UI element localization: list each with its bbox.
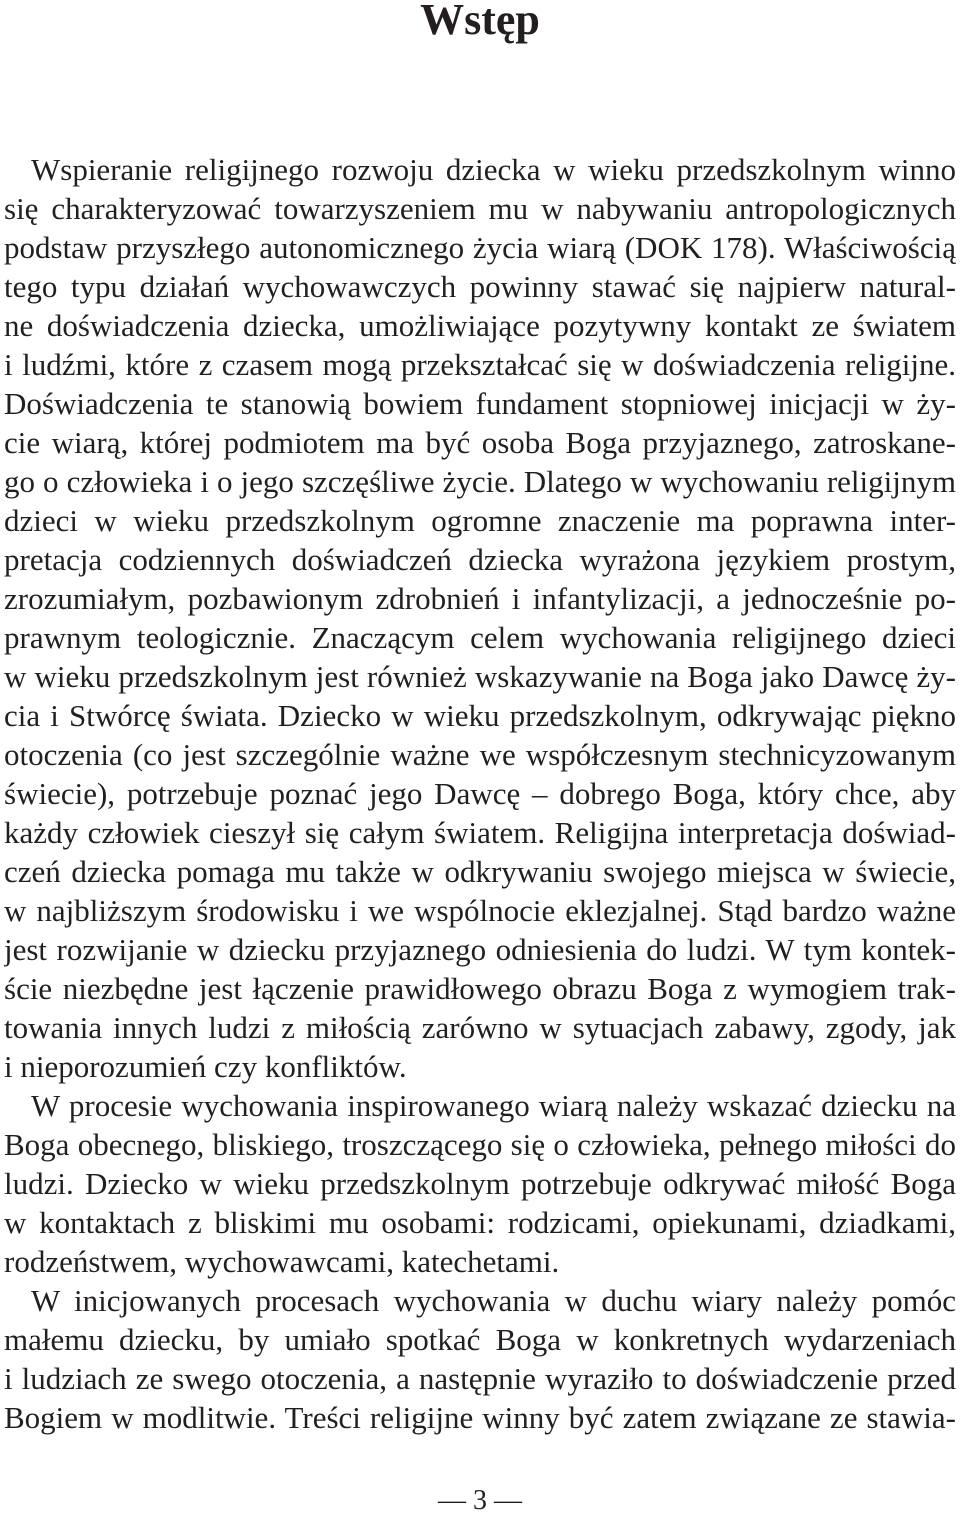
text-line: ście niezbędne jest łączenie prawidłowego obrazu Boga z wymogiem trak- — [4, 971, 956, 1006]
text-line: cia i Stwórcę świata. Dziecko w wieku przedszkolnym, odkrywając piękno — [4, 698, 956, 733]
body-text — [4, 150, 956, 1437]
text-line: Wspieranie religijnego rozwoju dziecka w wieku przedszkolnym winno — [31, 152, 956, 187]
text-line: w najbliższym środowisku i we wspólnocie eklezjalnej. Stąd bardzo ważne — [4, 893, 956, 928]
text-line: Doświadczenia te stanowią bowiem fundament stopniowej inicjacji w ży- — [4, 386, 956, 421]
text-line: małemu dziecku, by umiało spotkać Boga w konkretnych wydarzeniach — [4, 1322, 956, 1357]
text-line: w wieku przedszkolnym jest również wskazywanie na Boga jako Dawcę ży- — [4, 659, 956, 694]
text-line: dzieci w wieku przedszkolnym ogromne znaczenie ma poprawna inter- — [4, 503, 956, 538]
text-line: się charakteryzować towarzyszeniem mu w nabywaniu antropologicznych — [4, 191, 956, 226]
text-line: go o człowieka i o jego szczęśliwe życie. Dlatego w wychowaniu religijnym — [4, 464, 956, 499]
text-line: otoczenia (co jest szczególnie ważne we współczesnym stechnicyzowanym — [4, 737, 956, 772]
text-line: rodzeństwem, wychowawcami, katechetami. — [4, 1244, 560, 1279]
text-line: zrozumiałym, pozbawionym zdrobnień i infantylizacji, a jednocześnie po- — [4, 581, 956, 616]
text-line: tego typu działań wychowawczych powinny stawać się najpierw natural- — [4, 269, 956, 304]
text-line: ne doświadczenia dziecka, umożliwiające pozytywny kontakt ze światem — [4, 308, 956, 343]
page-title: Wstęp — [420, 0, 540, 44]
text-line: pretacja codziennych doświadczeń dziecka wyrażona językiem prostym, — [4, 542, 956, 577]
text-line: jest rozwijanie w dziecku przyjaznego odniesienia do ludzi. W tym kontek- — [4, 932, 956, 967]
text-line: w kontaktach z bliskimi mu osobami: rodzicami, opiekunami, dziadkami, — [4, 1205, 956, 1240]
text-line: i ludziach ze swego otoczenia, a następnie wyraziło to doświadczenie przed — [4, 1361, 956, 1396]
text-line: Boga obecnego, bliskiego, troszczącego się o człowieka, pełnego miłości do — [4, 1127, 956, 1162]
text-line: W procesie wychowania inspirowanego wiarą należy wskazać dziecku na — [31, 1088, 956, 1123]
page-number: — 3 — — [438, 1485, 522, 1516]
text-line: podstaw przyszłego autonomicznego życia wiarą (DOK 178). Właściwością — [4, 230, 956, 265]
text-line: i nieporozumień czy konfliktów. — [4, 1049, 407, 1084]
text-line: ludzi. Dziecko w wieku przedszkolnym potrzebuje odkrywać miłość Boga — [4, 1166, 956, 1201]
text-line: świecie), potrzebuje poznać jego Dawcę – dobrego Boga, który chce, aby — [4, 776, 956, 811]
text-line: prawnym teologicznie. Znaczącym celem wychowania religijnego dzieci — [4, 620, 956, 655]
text-line: i ludźmi, które z czasem mogą przekształcać się w doświadczenia religijne. — [4, 347, 956, 382]
text-line: Bogiem w modlitwie. Treści religijne winny być zatem związane ze stawia- — [4, 1400, 956, 1435]
text-line: W inicjowanych procesach wychowania w duchu wiary należy pomóc — [31, 1283, 956, 1318]
text-line: czeń dziecka pomaga mu także w odkrywaniu swojego miejsca w świecie, — [4, 854, 956, 889]
text-line: cie wiarą, której podmiotem ma być osoba Boga przyjaznego, zatroskane- — [4, 425, 956, 460]
text-line: towania innych ludzi z miłością zarówno w sytuacjach zabawy, zgody, jak — [4, 1010, 956, 1045]
text-line: każdy człowiek cieszył się całym światem. Religijna interpretacja doświad- — [4, 815, 956, 850]
